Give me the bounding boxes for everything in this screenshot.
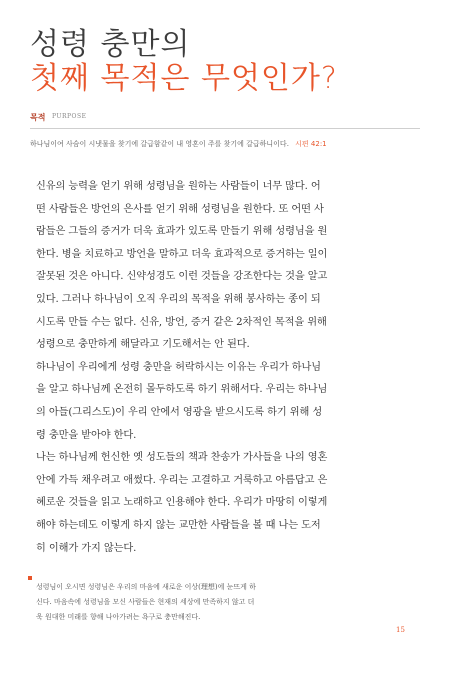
body-line: 잘못된 것은 아니다. 신약성경도 이런 것들을 강조한다는 것을 알고 xyxy=(36,271,328,283)
body-line: 신유의 능력을 얻기 위해 성령님을 원하는 사람들이 너무 많다. 어 xyxy=(36,181,321,192)
body-line: 한다. 병을 치료하고 방언을 말하고 더욱 효과적으로 증거하는 일이 xyxy=(36,248,328,260)
footnote xyxy=(36,580,396,625)
page-title-line1: 성령 충만의 xyxy=(30,27,191,62)
body-line: 성령으로 충만하게 해달라고 기도해서는 안 된다. xyxy=(36,339,250,351)
body-line: 하나님이 우리에게 성령 충만을 허락하시는 이유는 우리가 하나님 xyxy=(36,361,321,373)
note-marker xyxy=(28,576,32,580)
page-number: 15 xyxy=(396,626,405,634)
body-line: 히 이해가 가지 않는다. xyxy=(36,542,137,554)
section-english-label: PURPOSE xyxy=(52,113,87,120)
body-line: 시도록 만들 수는 없다. 신유, 방언, 증거 같은 2차적인 목적을 위해 xyxy=(36,316,327,328)
body-line: 령 충만을 받아야 한다. xyxy=(36,429,137,441)
body-line: 있다. 그러나 하나님이 오직 우리의 목적을 위해 봉사하는 종이 되 xyxy=(36,293,321,305)
verse-reference: 시편 42:1 xyxy=(295,140,327,148)
footnote-line: 신다. 마음속에 성령님을 모신 사람들은 현재의 세상에 만족하지 않고 더 xyxy=(36,598,255,606)
page-title-line2: 첫째 목적은 무엇인가? xyxy=(30,61,338,96)
body-line: 떤 사람들은 방언의 은사를 얻기 위해 성령님을 원한다. 또 어떤 사 xyxy=(36,203,324,215)
body-line: 혜로운 것들을 읽고 노래하고 인용해야 한다. 우리가 마땅히 이렇게 xyxy=(36,497,328,509)
section-header xyxy=(30,112,420,129)
verse-text: 하나님이여 사슴이 시냇물을 찾기에 갈급함같이 내 영혼이 주를 찾기에 갈급하니이다. xyxy=(30,140,289,148)
body-line: 해야 하는데도 이렇게 하지 않는 교만한 사람들을 볼 때 나는 도저 xyxy=(36,519,321,531)
footnote-line: 성령님이 오시면 성령님은 우리의 마음에 새로운 이상(理想)에 눈뜨게 하 xyxy=(36,583,256,591)
section-tag: 목적 xyxy=(30,113,46,122)
body-text xyxy=(36,176,416,560)
body-line: 안에 가득 채우려고 애썼다. 우리는 고결하고 거룩하고 아름답고 은 xyxy=(36,474,328,486)
scripture-verse xyxy=(30,139,420,149)
footnote-line: 욱 원대한 미래를 향해 나아가려는 욕구로 충만해진다. xyxy=(36,613,201,621)
body-line: 을 알고 하나님께 온전히 몰두하도록 하기 위해서다. 우리는 하나님 xyxy=(36,384,328,396)
body-line: 람들은 그들의 증거가 더욱 효과가 있도록 만들기 위해 성령님을 원 xyxy=(36,226,328,238)
body-line: 나는 하나님께 헌신한 옛 성도들의 책과 찬송가 가사들을 나의 영혼 xyxy=(36,452,328,464)
body-line: 의 아들(그리스도)이 우리 안에서 영광을 받으시도록 하기 위해 성 xyxy=(36,406,323,418)
